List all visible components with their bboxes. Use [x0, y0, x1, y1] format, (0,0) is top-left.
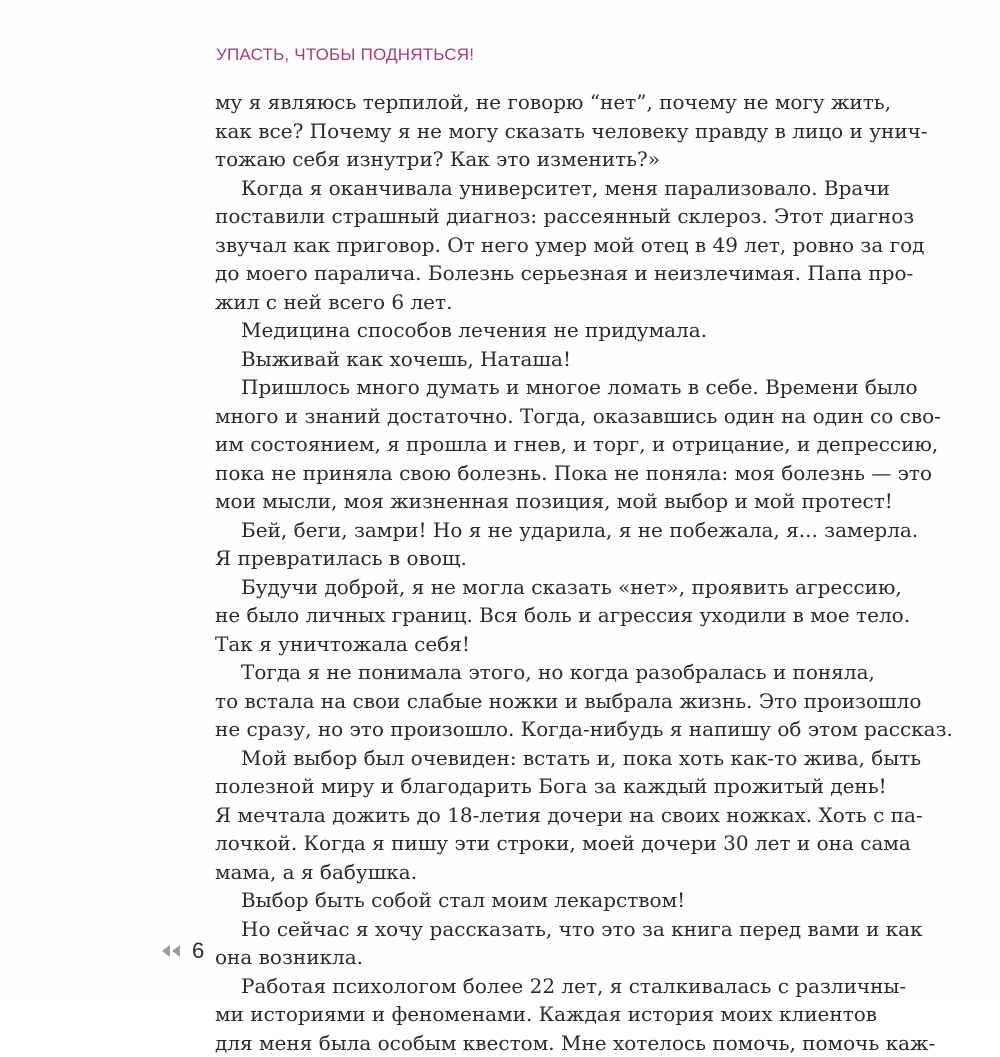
text-line: пока не приняла свою болезнь. Пока не поняла: моя болезнь — это — [215, 459, 835, 488]
paragraph — [215, 744, 835, 887]
text-line: Я мечтала дожить до 18-летия дочери на своих ножках. Хоть с па- — [215, 801, 835, 830]
text-line: Когда я оканчивала университет, меня парализовало. Врачи — [215, 174, 835, 203]
running-head: УПАСТЬ, ЧТОБЫ ПОДНЯТЬСЯ! — [216, 45, 474, 65]
body-text — [215, 88, 835, 1057]
paragraph — [215, 972, 835, 1057]
text-line: мои мысли, моя жизненная позиция, мой выбор и мой протест! — [215, 487, 835, 516]
paragraph — [215, 88, 835, 174]
text-line: не сразу, но это произошло. Когда-нибудь я напишу об этом рассказ. — [215, 715, 835, 744]
text-line: Но сейчас я хочу рассказать, что это за книга перед вами и как — [215, 915, 835, 944]
paragraph — [215, 915, 835, 972]
text-line: Работая психологом более 22 лет, я сталкивалась с различны- — [215, 972, 835, 1001]
folio — [160, 936, 204, 966]
paragraph — [215, 573, 835, 659]
text-line: Тогда я не понимала этого, но когда разобралась и поняла, — [215, 658, 835, 687]
paragraph — [215, 373, 835, 516]
text-line: Бей, беги, замри! Но я не ударила, я не побежала, я... замерла. — [215, 516, 835, 545]
paragraph — [215, 886, 835, 915]
text-line: лочкой. Когда я пишу эти строки, моей дочери 30 лет и она сама — [215, 829, 835, 858]
text-line: Так я уничтожала себя! — [215, 630, 835, 659]
text-line: до моего паралича. Болезнь серьезная и неизлечимая. Папа про- — [215, 259, 835, 288]
text-line: звучал как приговор. От него умер мой отец в 49 лет, ровно за год — [215, 231, 835, 260]
text-line: она возникла. — [215, 943, 835, 972]
paragraph — [215, 516, 835, 573]
text-line: поставили страшный диагноз: рассеянный склероз. Этот диагноз — [215, 202, 835, 231]
paragraph — [215, 174, 835, 317]
text-line: полезной миру и благодарить Бога за каждый прожитый день! — [215, 772, 835, 801]
text-line: Мой выбор был очевиден: встать и, пока хоть как-то жива, быть — [215, 744, 835, 773]
text-line: ми историями и феноменами. Каждая история моих клиентов — [215, 1000, 835, 1029]
text-line: Пришлось много думать и многое ломать в себе. Времени было — [215, 373, 835, 402]
text-line: Я превратилась в овощ. — [215, 544, 835, 573]
text-line: как все? Почему я не могу сказать человеку правду в лицо и унич- — [215, 117, 835, 146]
paragraph — [215, 316, 835, 345]
text-line: му я являюсь терпилой, не говорю “нет”, почему не могу жить, — [215, 88, 835, 117]
text-line: тожаю себя изнутри? Как это изменить?» — [215, 145, 835, 174]
text-line: много и знаний достаточно. Тогда, оказавшись один на один со сво- — [215, 402, 835, 431]
paragraph — [215, 658, 835, 744]
text-line: для меня была особым квестом. Мне хотелось помочь, помочь каж- — [215, 1029, 835, 1057]
double-chevron-left-icon — [160, 944, 182, 958]
text-line: то встала на свои слабые ножки и выбрала жизнь. Это произошло — [215, 687, 835, 716]
text-line: не было личных границ. Вся боль и агрессия уходили в мое тело. — [215, 601, 835, 630]
text-line: жил с ней всего 6 лет. — [215, 288, 835, 317]
text-line: Выживай как хочешь, Наташа! — [215, 345, 835, 374]
text-line: Будучи доброй, я не могла сказать «нет», проявить агрессию, — [215, 573, 835, 602]
page-number: 6 — [192, 938, 204, 964]
paragraph — [215, 345, 835, 374]
text-line: мама, а я бабушка. — [215, 858, 835, 887]
text-line: Выбор быть собой стал моим лекарством! — [215, 886, 835, 915]
text-line: Медицина способов лечения не придумала. — [215, 316, 835, 345]
text-line: им состоянием, я прошла и гнев, и торг, и отрицание, и депрессию, — [215, 430, 835, 459]
